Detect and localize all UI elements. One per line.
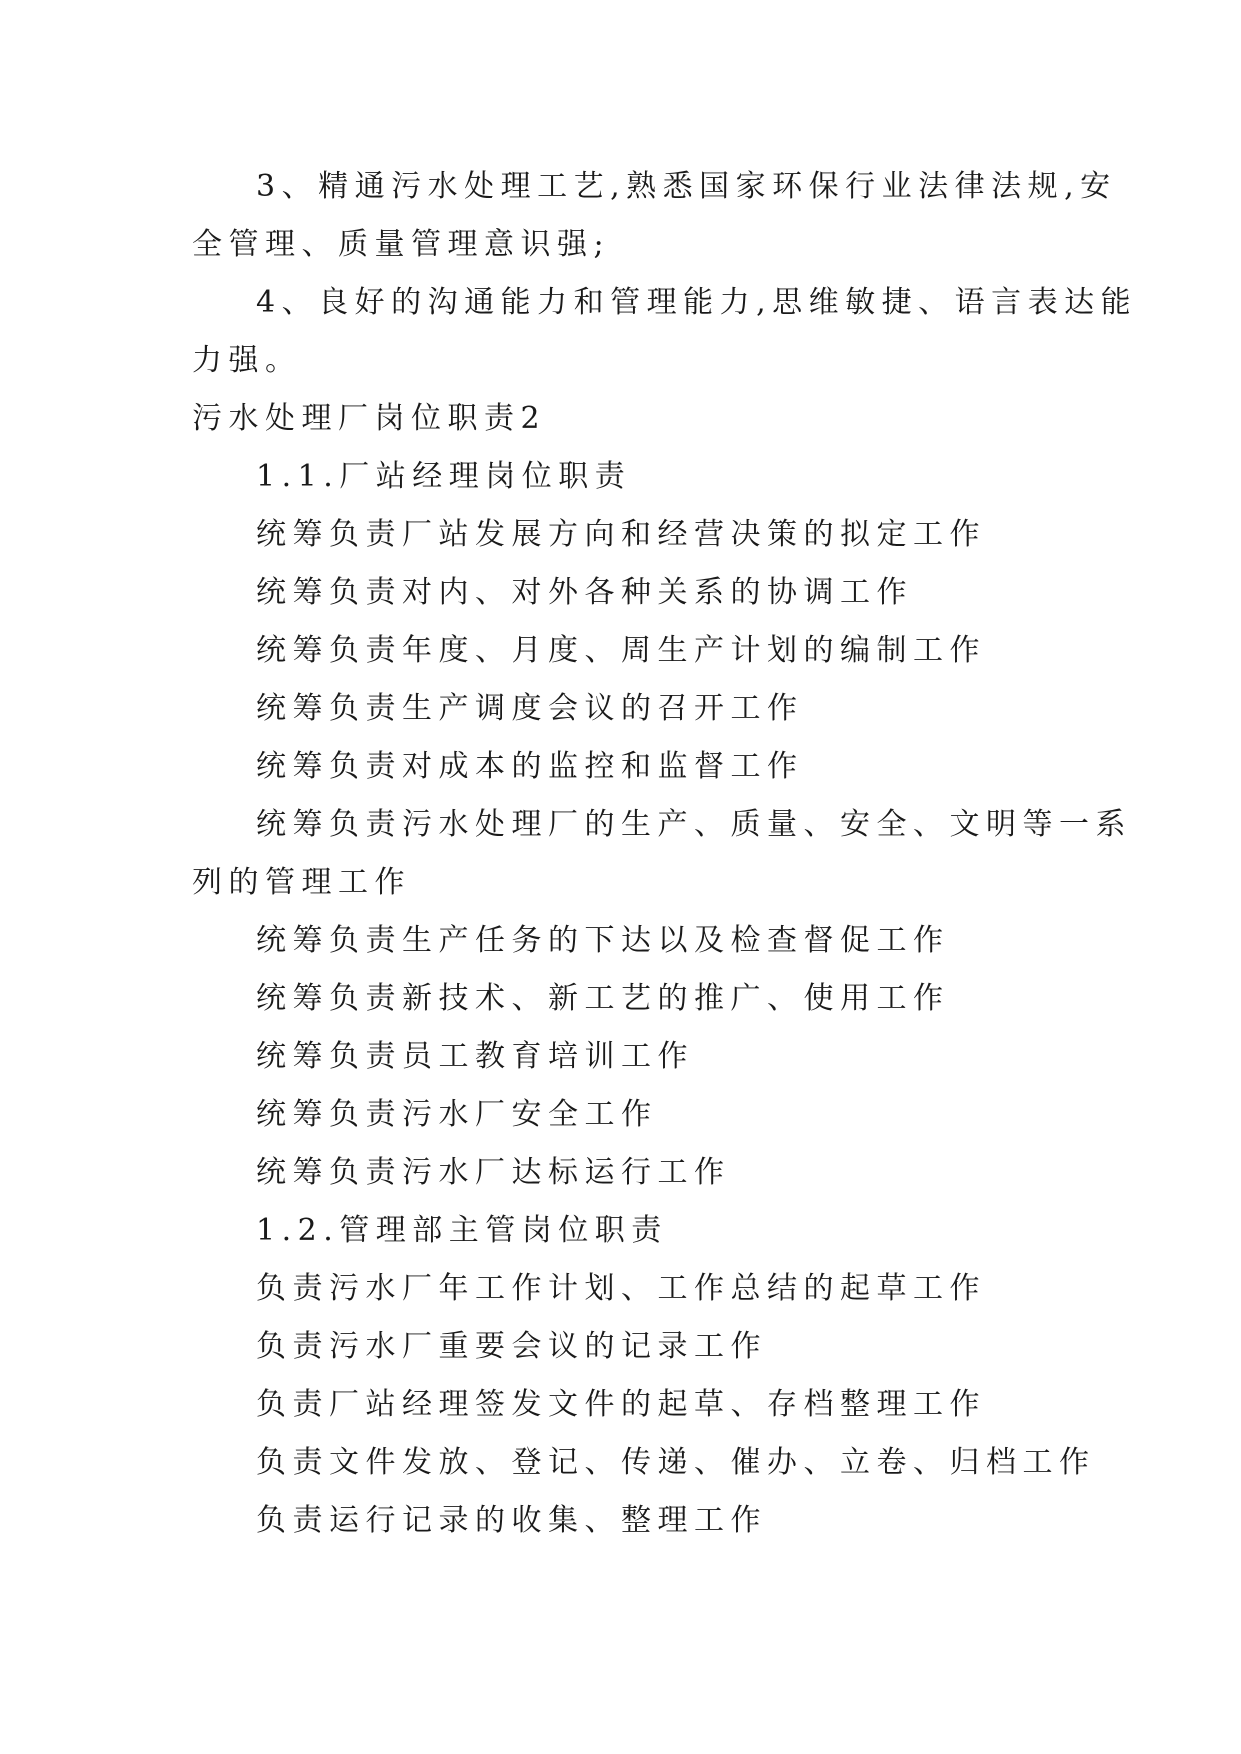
document-line: 统筹负责污水厂达标运行工作: [256, 1155, 731, 1190]
document-line: 全管理、质量管理意识强;: [192, 227, 611, 262]
document-line: 负责文件发放、登记、传递、催办、立卷、归档工作: [256, 1445, 1096, 1480]
document-line: 1.2.管理部主管岗位职责: [256, 1213, 668, 1248]
document-body: [192, 158, 1138, 1550]
document-line: 负责厂站经理签发文件的起草、存档整理工作: [256, 1387, 986, 1422]
document-line: 统筹负责生产调度会议的召开工作: [256, 691, 804, 726]
document-line: 统筹负责年度、月度、周生产计划的编制工作: [256, 633, 986, 668]
document-line: 统筹负责厂站发展方向和经营决策的拟定工作: [256, 517, 986, 552]
document-line: 列的管理工作: [192, 865, 411, 900]
document-line: 统筹负责污水处理厂的生产、质量、安全、文明等一系: [256, 807, 1132, 842]
document-line: 负责污水厂年工作计划、工作总结的起草工作: [256, 1271, 986, 1306]
document-line: 力强。: [192, 343, 302, 378]
document-line: 负责污水厂重要会议的记录工作: [256, 1329, 767, 1364]
document-line: 统筹负责污水厂安全工作: [256, 1097, 658, 1132]
document-line: 污水处理厂岗位职责2: [192, 401, 547, 436]
document-line: 统筹负责对内、对外各种关系的协调工作: [256, 575, 913, 610]
document-line: 统筹负责生产任务的下达以及检查督促工作: [256, 923, 950, 958]
document-line: 3、精通污水处理工艺,熟悉国家环保行业法律法规,安: [256, 169, 1117, 204]
document-line: 1.1.厂站经理岗位职责: [256, 459, 632, 494]
document-line: 统筹负责对成本的监控和监督工作: [256, 749, 804, 784]
document-line: 统筹负责员工教育培训工作: [256, 1039, 694, 1074]
document-line: 负责运行记录的收集、整理工作: [256, 1503, 767, 1538]
document-line: 统筹负责新技术、新工艺的推广、使用工作: [256, 981, 950, 1016]
document-line: 4、良好的沟通能力和管理能力,思维敏捷、语言表达能: [256, 285, 1138, 320]
